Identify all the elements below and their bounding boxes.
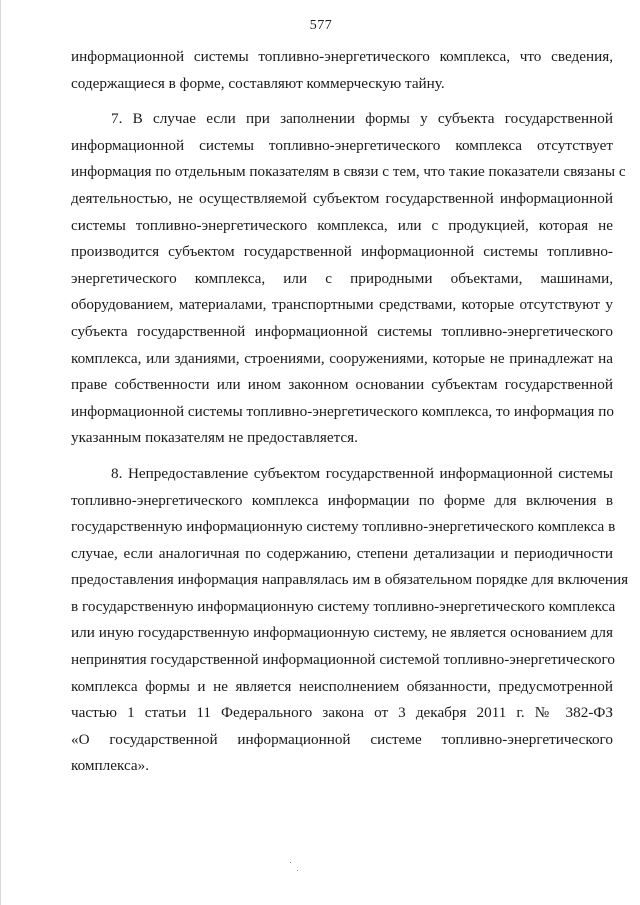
text-line: субъекта государственной информационной системы топливно-энергетического bbox=[71, 322, 613, 340]
page-number: 577 bbox=[309, 18, 333, 33]
text-line: информационной системы топливно-энергетического комплекса отсутствует bbox=[71, 136, 613, 154]
text-line: указанным показателям не предоставляется. bbox=[71, 429, 358, 447]
text-line: системы топливно-энергетического комплекса, или с продукцией, которая не bbox=[71, 216, 613, 234]
text-line: непринятия государственной информационной системой топливно-энергетического bbox=[71, 651, 615, 669]
paragraph-7 bbox=[71, 106, 626, 452]
text-line: частью 1 статьи 11 Федерального закона от 3 декабря 2011 г. № 382-ФЗ bbox=[71, 704, 613, 722]
text-line: предоставления информация направлялась им в обязательном порядке для включения bbox=[71, 571, 629, 589]
text-line: энергетического комплекса, или с природными объектами, машинами, bbox=[71, 269, 613, 287]
paragraph-8 bbox=[71, 461, 629, 780]
text-line: оборудованием, материалами, транспортными средствами, которые отсутствуют у bbox=[71, 296, 613, 314]
scan-speck bbox=[290, 862, 291, 863]
text-line: в государственную информационную систему топливно-энергетического комплекса bbox=[71, 597, 616, 615]
text-line: случае, если аналогичная по содержанию, степени детализации и периодичности bbox=[71, 544, 613, 562]
text-line: производится субъектом государственной информационной системы топливно- bbox=[71, 243, 613, 261]
text-line: содержащиеся в форме, составляют коммерческую тайну. bbox=[71, 74, 445, 92]
document-body bbox=[71, 44, 629, 780]
text-line: «О государственной информационной системе топливно-энергетического bbox=[71, 730, 613, 748]
text-line: государственную информационную систему топливно-энергетического комплекса в bbox=[71, 518, 616, 536]
text-line: информация по отдельным показателям в связи с тем, что такие показатели связаны с bbox=[71, 163, 626, 181]
text-line: комплекса формы и не является неисполнением обязанности, предусмотренной bbox=[71, 677, 613, 695]
paragraph-continued bbox=[71, 44, 613, 97]
text-line: деятельностью, не осуществляемой субъектом государственной информационной bbox=[71, 189, 613, 207]
text-line: информационной системы топливно-энергетического комплекса, то информация по bbox=[71, 402, 614, 420]
text-line: комплекса, или зданиями, строениями, сооружениями, которые не принадлежат на bbox=[71, 349, 613, 367]
text-line: праве собственности или ином законном основании субъектам государственной bbox=[71, 376, 613, 394]
text-line: 7. В случае если при заполнении формы у субъекта государственной bbox=[111, 110, 613, 128]
text-line: комплекса». bbox=[71, 757, 150, 775]
text-line: 8. Непредоставление субъектом государственной информационной системы bbox=[111, 464, 613, 482]
scan-speck bbox=[297, 870, 298, 871]
text-line: или иную государственную информационную систему, не является основанием для bbox=[71, 624, 613, 642]
text-line: информационной системы топливно-энергетического комплекса, что сведения, bbox=[71, 48, 613, 65]
text-line: топливно-энергетического комплекса информации по форме для включения в bbox=[71, 491, 613, 509]
